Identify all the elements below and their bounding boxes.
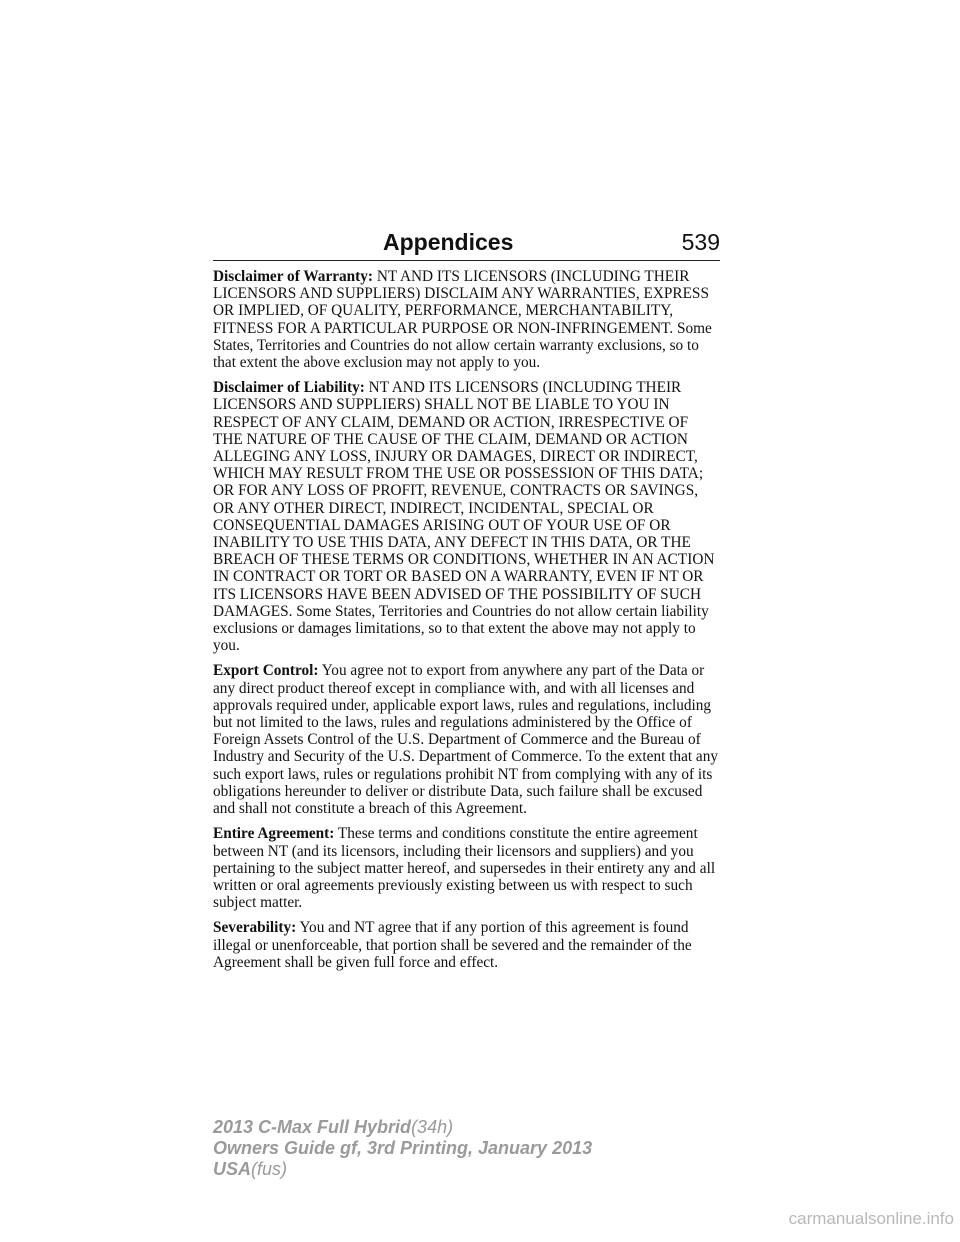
paragraph-severability: [213, 919, 721, 971]
term-heading: Severability:: [213, 919, 297, 937]
footer-line-guide: Owners Guide gf, 3rd Printing, January 2013: [213, 1138, 593, 1158]
term-heading: Disclaimer of Liability:: [213, 379, 365, 397]
paragraph-export-control: [213, 662, 721, 817]
paragraph-text: These terms and conditions constitute the entire agreement between NT (and its licensors, including their licensors and suppliers) and you pertaining to the subject matter hereof, and supersedes in their entirety any and all written or oral agreements previously existing between us with respect to such subject matter.: [213, 825, 716, 912]
footer-region-code: (fus): [251, 1159, 288, 1179]
section-title: Appendices: [383, 229, 514, 255]
term-heading: Entire Agreement:: [213, 825, 335, 843]
paragraph-disclaimer-of-liability: [213, 379, 721, 654]
footer-line-region: [213, 1159, 592, 1180]
paragraph-text: You and NT agree that if any portion of this agreement is found illegal or unenforceable, that portion shall be severed and the remainder of the Agreement shall be given full force and effect.: [213, 919, 692, 971]
paragraph-text: NT AND ITS LICENSORS (INCLUDING THEIR LICENSORS AND SUPPLIERS) DISCLAIM ANY WARRANTIES, EXPRESS OR IMPLIED, OF QUALITY, PERFORMANCE, MERCHANTABILITY, FITNESS FOR A PARTICULAR PURPOSE OR NON-INFRINGEMENT. Some States, Territories and Countries do not allow certain warranty exclusions, so to that extent the above exclusion may not apply to you.: [213, 268, 712, 372]
footer-region-name: USA: [213, 1159, 252, 1179]
paragraph-disclaimer-of-warranty: [213, 268, 721, 371]
paragraph-entire-agreement: [213, 825, 721, 911]
footer-model-code: (34h): [411, 1117, 454, 1137]
document-footer: [213, 1117, 592, 1180]
paragraph-text: You agree not to export from anywhere any part of the Data or any direct product thereof except in compliance with, and with all licenses and approvals required under, applicable export laws, rules and regulations, including but not limited to the laws, rules and regulations administered by the Office of Foreign Assets Control of the U.S. Department of Commerce and the Bureau of Industry and Security of the U.S. Department of Commerce. To the extent that any such export laws, rules or regulations prohibit NT from complying with any of its obligations hereunder to deliver or distribute Data, such failure shall be excused and shall not constitute a breach of this Agreement.: [213, 662, 719, 818]
paragraph-text: NT AND ITS LICENSORS (INCLUDING THEIR LICENSORS AND SUPPLIERS) SHALL NOT BE LIABLE TO YOU IN RESPECT OF ANY CLAIM, DEMAND OR ACTION, IRRESPECTIVE OF THE NATURE OF THE CAUSE OF THE CLAIM, DEMAND OR ACTION ALLEGING ANY LOSS, INJURY OR DAMAGES, DIRECT OR INDIRECT, WHICH MAY RESULT FROM THE USE OR POSSESSION OF THIS DATA; OR FOR ANY LOSS OF PROFIT, REVENUE, CONTRACTS OR SAVINGS, OR ANY OTHER DIRECT, INDIRECT, INCIDENTAL, SPECIAL OR CONSEQUENTIAL DAMAGES ARISING OUT OF YOUR USE OF OR INABILITY TO USE THIS DATA, ANY DEFECT IN THIS DATA, OR THE BREACH OF THESE TERMS OR CONDITIONS, WHETHER IN AN ACTION IN CONTRACT OR TORT OR BASED ON A WARRANTY, EVEN IF NT OR ITS LICENSORS HAVE BEEN ADVISED OF THE POSSIBILITY OF SUCH DAMAGES. Some States, Territories and Countries do not allow certain liability exclusions or damages limitations, so to that extent the above may not apply to you.: [213, 379, 715, 655]
footer-line-model: [213, 1117, 592, 1138]
term-heading: Disclaimer of Warranty:: [213, 268, 374, 285]
site-watermark: carmanualsonline.info: [788, 1209, 954, 1228]
page-number: 539: [681, 229, 720, 255]
term-heading: Export Control:: [213, 662, 319, 680]
document-body: [213, 268, 721, 979]
footer-model-name: 2013 C-Max Full Hybrid: [213, 1117, 412, 1137]
page-header: [213, 228, 720, 261]
